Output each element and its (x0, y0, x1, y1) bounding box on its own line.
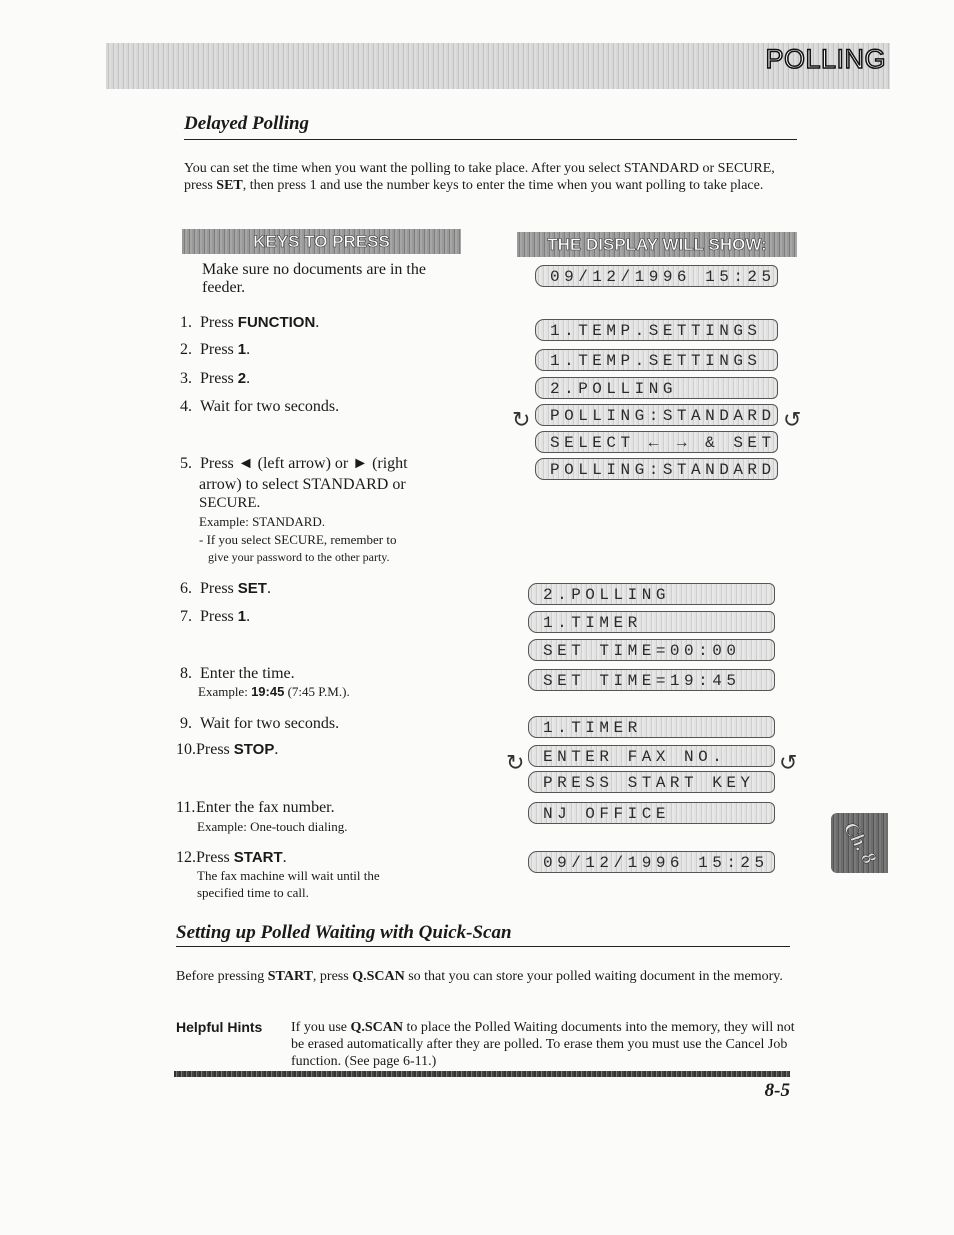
keys-to-press-header: KEYS TO PRESS (182, 229, 461, 254)
step-5-note2: - If you select SECURE, remember to (199, 532, 397, 547)
cycle-arrow-right-icon: ↺ (783, 408, 802, 433)
lcd-display: 2.POLLING (528, 583, 775, 605)
section-heading-delayed-polling: Delayed Polling (184, 113, 310, 134)
step-6: 6. Press SET. (180, 580, 271, 597)
lcd-display: SELECT ← → & SET (535, 431, 778, 453)
heading-rule (176, 946, 790, 947)
step-9: 9. Wait for two seconds. (180, 715, 340, 732)
quick-scan-intro: Before pressing START, press Q.SCAN so that you can store your polled waiting document in the memory. (176, 969, 783, 984)
lcd-display: 1.TEMP.SETTINGS (535, 319, 778, 341)
step-12-note1: The fax machine will wait until the (197, 868, 380, 883)
lcd-display: 09/12/1996 15:25 (528, 851, 775, 873)
page-number: 8-5 (764, 1080, 790, 1101)
lcd-display: 2.POLLING (535, 377, 778, 399)
step-2: 2. Press 1. (180, 341, 251, 358)
step-7: 7. Press 1. (180, 608, 251, 625)
lcd-display: SET TIME=19:45 (528, 669, 775, 691)
footer-bar (174, 1071, 790, 1077)
step-11: 11.Enter the fax number. (176, 799, 335, 816)
step-1: 1. Press FUNCTION. (180, 314, 320, 331)
lcd-display: 1.TEMP.SETTINGS (535, 349, 778, 371)
lcd-display: 09/12/1996 15:25 (535, 265, 778, 287)
step-3: 3. Press 2. (180, 370, 251, 387)
lcd-display: POLLING:STANDARD (535, 458, 778, 480)
lcd-display: PRESS START KEY (528, 771, 775, 793)
helpful-hints-text: If you use Q.SCAN to place the Polled Waiting documents into the memory, they will not be erased automatically after they are polled. To erase them you must use the Cancel Job function. (See page 6-11.) (291, 1020, 795, 1069)
intro-paragraph: You can set the time when you want the polling to take place. After you select STANDARD or SECURE, press SET, then press 1 and use the number keys to enter the time when you want polling to take place. (184, 161, 775, 193)
cycle-arrow-left-icon: ↻ (512, 408, 531, 433)
lcd-display: 1.TIMER (528, 611, 775, 633)
step-4: 4. Wait for two seconds. (180, 398, 340, 415)
step-8-note: Example: 19:45 (7:45 P.M.). (198, 684, 350, 699)
step-12-note2: specified time to call. (197, 885, 309, 900)
lcd-display: SET TIME=00:00 (528, 639, 775, 661)
display-will-show-header: THE DISPLAY WILL SHOW: (517, 232, 797, 257)
step-8: 8. Enter the time. (180, 665, 295, 682)
step-5-note1: Example: STANDARD. (199, 514, 326, 529)
step-11-note: Example: One-touch dialing. (197, 819, 348, 834)
step-5-line2: arrow) to select STANDARD or (199, 476, 406, 493)
helpful-hints-label: Helpful Hints (176, 1019, 263, 1035)
lcd-display: NJ OFFICE (528, 802, 775, 824)
step-12: 12.Press START. (176, 849, 287, 866)
cycle-arrow-right-icon: ↺ (779, 751, 798, 776)
cycle-arrow-left-icon: ↻ (506, 751, 525, 776)
lcd-display: 1.TIMER (528, 716, 775, 738)
section-heading-quick-scan: Setting up Polled Waiting with Quick-Scan (176, 922, 512, 943)
heading-rule (184, 139, 797, 140)
lcd-display: POLLING:STANDARD (535, 404, 778, 426)
step-5-line3: SECURE. (199, 495, 261, 511)
step-5-note3: give your password to the other party. (208, 550, 390, 564)
lcd-display: ENTER FAX NO. (528, 745, 775, 767)
step-10: 10.Press STOP. (176, 741, 279, 758)
chapter-tab: Ch. 8 (831, 813, 888, 873)
chapter-title: POLLING (765, 44, 886, 74)
step-5: 5. Press ◄ (left arrow) or ► (right (180, 455, 408, 472)
pre-step-text: Make sure no documents are in the feeder. (202, 261, 426, 296)
